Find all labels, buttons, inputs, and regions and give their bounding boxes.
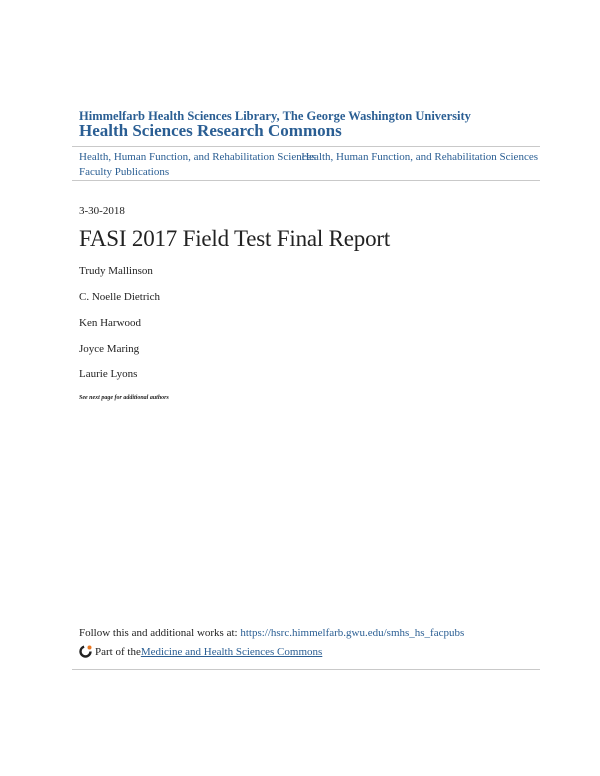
footer-divider: [72, 669, 540, 670]
author-name: Laurie Lyons: [79, 368, 138, 380]
part-of-line: [79, 645, 322, 658]
author-name: Trudy Mallinson: [79, 265, 153, 277]
collection-link-faculty-publications[interactable]: Health, Human Function, and Rehabilitation Sciences Faculty Publications: [79, 151, 316, 178]
library-name: Himmelfarb Health Sciences Library, The George Washington University: [79, 109, 471, 123]
follow-text: Follow this and additional works at:: [79, 627, 241, 639]
network-logo-icon: [79, 645, 92, 658]
publication-date: 3-30-2018: [79, 205, 125, 217]
see-next-page-note: See next page for additional authors: [79, 395, 169, 401]
commons-name[interactable]: Health Sciences Research Commons: [79, 121, 342, 140]
author-name: Joyce Maring: [79, 343, 140, 355]
part-of-text: Part of the: [95, 645, 141, 658]
author-name: Ken Harwood: [79, 317, 142, 329]
author-name: C. Noelle Dietrich: [79, 291, 160, 303]
document-title: FASI 2017 Field Test Final Report: [79, 226, 391, 251]
collection-url-link[interactable]: https://hsrc.himmelfarb.gwu.edu/smhs_hs_facpubs: [240, 627, 465, 639]
top-divider: [72, 146, 540, 147]
collection-divider: [72, 180, 540, 181]
follow-line: [79, 627, 464, 639]
collection-link-department[interactable]: Health, Human Function, and Rehabilitation Sciences: [301, 151, 538, 163]
discipline-commons-link[interactable]: Medicine and Health Sciences Commons: [140, 645, 323, 658]
